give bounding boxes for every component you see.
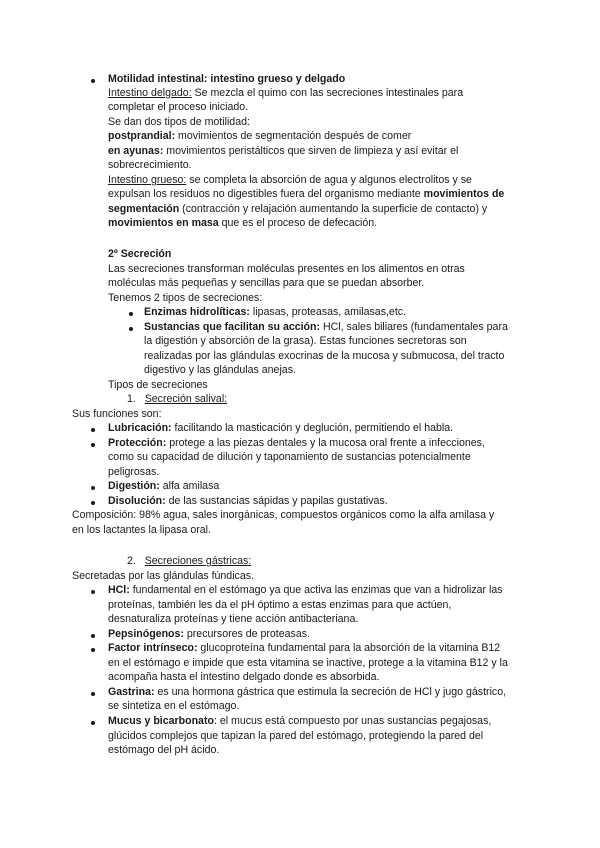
salival-title: 1. Secreción salival:: [127, 393, 228, 405]
bullet-icon: [91, 648, 95, 652]
gastrina-line-2: se sintetiza en el estómago.: [108, 700, 240, 712]
proteccion-line-3: peligrosas.: [108, 466, 160, 478]
secrecion-tenemos: Tenemos 2 tipos de secreciones:: [108, 292, 263, 304]
bullet-icon: [91, 634, 95, 638]
factor-line-3: acompaña hasta el intestino delgado donde es absorbida.: [108, 671, 380, 683]
enzimas-line: Enzimas hidrolíticas: lipasas, proteasas, amilasas,etc.: [144, 306, 407, 318]
grueso-line-4: movimientos en masa que es el proceso de defecación.: [108, 217, 378, 229]
disolucion-line: Disolución: de las sustancias sápidas y papilas gustativas.: [108, 495, 388, 507]
grueso-line-3: segmentación (contracción y relajación aumentando la superficie de contacto) y: [108, 203, 488, 215]
hcl-line-2: proteínas, también les da el pH óptimo a estas enzimas para que actúen,: [108, 599, 452, 611]
gastricas-title: 2. Secreciones gástricas:: [127, 555, 252, 567]
grueso-line-2: expulsan los residuos no digestibles fuera del organismo mediante movimientos de: [108, 188, 505, 200]
secrecion-intro-2: moléculas más pequeñas y sencillas para que se puedan absorber.: [108, 277, 425, 289]
secrecion-intro-1: Las secreciones transforman moléculas presentes en los alimentos en otras: [108, 263, 465, 275]
composicion-line-2: en los lactantes la lipasa oral.: [72, 524, 211, 536]
mucus-line-3: estómago del pH ácido.: [108, 744, 220, 756]
motilidad-tipos: Se dan dos tipos de motilidad:: [108, 116, 250, 128]
secrecion-heading: 2º Secreción: [108, 248, 172, 260]
factor-line-2: en el estómago e impide que esta vitamina se inactive, protege a la vitamina B12 y la: [108, 657, 508, 669]
bullet-icon: [129, 327, 133, 331]
mucus-line-2: glúcidos complejos que tapizan la pared del estómago, protegiendo la pared del: [108, 730, 484, 742]
delgado-line-2: completar el proceso iniciado.: [108, 101, 249, 113]
grueso-line-1: Intestino grueso: se completa la absorción de agua y algunos electrolitos y se: [108, 174, 472, 186]
bullet-icon: [91, 590, 95, 594]
postprandial-line: postprandial: movimientos de segmentación después de comer: [108, 130, 412, 142]
gastricas-secretadas: Secretadas por las glándulas fúndicas.: [72, 570, 254, 582]
bullet-icon: [91, 79, 95, 83]
bullet-icon: [91, 486, 95, 490]
bullet-icon: [91, 721, 95, 725]
ayunas-line-1: en ayunas: movimientos peristálticos que sirven de limpieza y así evitar el: [108, 145, 459, 157]
proteccion-line-2: como su capacidad de dilución y taponamiento de sustancias potencialmente: [108, 451, 471, 463]
bullet-icon: [129, 312, 133, 316]
digestion-line: Digestión: alfa amilasa: [108, 480, 220, 492]
bullet-icon: [91, 501, 95, 505]
sustancias-line-4: digestivo y las glándulas anejas.: [144, 364, 296, 376]
sustancias-line-3: realizadas por las glándulas exocrinas de la mucosa y submucosa, del tracto: [144, 350, 505, 362]
hcl-line-3: desnaturaliza proteínas y tiene acción antibacteriana.: [108, 613, 359, 625]
secrecion-tipos: Tipos de secreciones: [108, 379, 208, 391]
mucus-line-1: Mucus y bicarbonato: el mucus está compuesto por unas sustancias pegajosas,: [108, 715, 492, 727]
bullet-icon: [91, 443, 95, 447]
gastrina-line-1: Gastrina: es una hormona gástrica que estimula la secreción de HCl y jugo gástrico,: [108, 686, 507, 698]
ayunas-line-2: sobrecrecimiento.: [108, 159, 192, 171]
factor-line-1: Factor intrínseco: glucoproteína fundamental para la absorción de la vitamina B12: [108, 642, 501, 654]
bullet-icon: [91, 692, 95, 696]
pepsinogenos-line: Pepsinógenos: precursores de proteasas.: [108, 628, 310, 640]
sustancias-line-1: Sustancias que facilitan su acción: HCl, sales biliares (fundamentales para: [144, 321, 508, 333]
composicion-line-1: Composición: 98% agua, sales inorgánicas, compuestos orgánicos como la alfa amilasa y: [72, 509, 495, 521]
sustancias-line-2: la digestión y absorción de la grasa). Estas funciones secretoras son: [144, 335, 467, 347]
bullet-icon: [91, 428, 95, 432]
lubricacion-line: Lubricación: facilitando la masticación y deglución, permitiendo el habla.: [108, 422, 454, 434]
hcl-line-1: HCl: fundamental en el estómago ya que activa las enzimas que van a hidrolizar las: [108, 584, 503, 596]
delgado-line-1: Intestino delgado: Se mezcla el quimo con las secreciones intestinales para: [108, 87, 464, 99]
proteccion-line-1: Protección: protege a las piezas dentales y la mucosa oral frente a infecciones,: [108, 437, 485, 449]
motilidad-heading: Motilidad intestinal: intestino grueso y delgado: [108, 73, 346, 85]
salival-funciones: Sus funciones son:: [72, 408, 162, 420]
